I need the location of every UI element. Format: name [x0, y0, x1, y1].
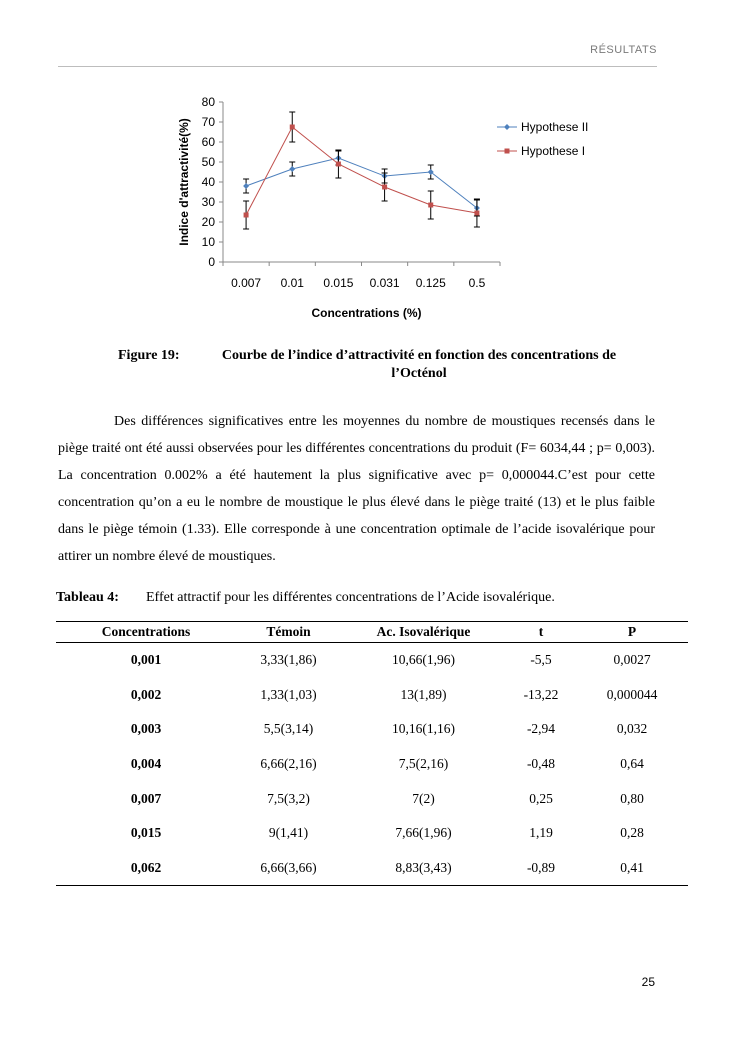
x-tick-label: 0.007	[231, 276, 262, 290]
legend-marker	[505, 149, 510, 154]
cell-temoin: 7,5(3,2)	[267, 790, 310, 806]
data-point	[382, 185, 387, 190]
y-tick-label: 60	[201, 135, 215, 149]
cell-p: 0,000044	[606, 686, 658, 702]
page-header	[58, 44, 657, 67]
header-temoin: Témoin	[236, 622, 341, 643]
cell-concentration: 0,015	[130, 825, 162, 841]
data-point	[336, 162, 341, 167]
cell-p: 0,032	[616, 721, 648, 737]
table-row	[56, 781, 688, 816]
cell-concentration: 0,003	[130, 721, 162, 737]
cell-p: 0,80	[620, 790, 644, 806]
cell-temoin: 5,5(3,14)	[263, 721, 314, 737]
header-concentrations: Concentrations	[56, 622, 236, 643]
table-row	[56, 747, 688, 782]
results-paragraph: Des différences significatives entre les moyennes du nombre de moustiques recensés dans le piège traité ont été aussi observées pour les différentes concentrations du produit (F= 6034,44 ; p= 0,003). La concentration 0.002% a été hautement la plus significative avec p= 0,000044.C’est pour cette concentration qu’on a eu le nombre de moustique le plus élevé dans le piège traité (13) et le plus faible dans le piège témoin (1.33). Elle corresponde à une concentration optimale de l’acide isovalérique pour attirer un nombre élevé de moustiques.	[58, 414, 655, 564]
figure-caption-text: Courbe de l’indice d’attractivité en fonction des concentrations de l’Octénol	[221, 348, 617, 381]
table-label: Tableau 4:	[56, 590, 119, 605]
cell-concentration: 0,004	[130, 756, 162, 772]
cell-p: 0,28	[620, 825, 644, 841]
data-point	[428, 203, 433, 208]
cell-concentration: 0,062	[56, 851, 236, 886]
table-row	[56, 816, 688, 851]
x-axis-title: Concentrations (%)	[311, 306, 422, 320]
x-tick-label: 0.01	[280, 276, 304, 290]
cell-concentration: 0,001	[130, 652, 162, 668]
data-point	[243, 183, 249, 189]
x-tick-label: 0.015	[323, 276, 354, 290]
cell-t: 1,19	[529, 825, 553, 841]
cell-concentration: 0,002	[130, 686, 162, 702]
cell-temoin: 6,66(2,16)	[260, 756, 317, 772]
cell-p: 0,64	[620, 756, 644, 772]
cell-t: -0,48	[526, 756, 556, 772]
table-header-row	[56, 622, 688, 643]
cell-t: -5,5	[530, 652, 552, 668]
cell-t: 0,25	[529, 790, 553, 806]
cell-ac-isovalerique: 8,83(3,43)	[341, 851, 506, 886]
figure-label: Figure 19:	[118, 348, 180, 363]
table-row	[56, 643, 688, 678]
y-axis-title: Indice d'attractivité(%)	[177, 118, 191, 246]
legend-label: Hypothese I	[521, 144, 586, 158]
cell-concentration: 0,007	[130, 790, 162, 806]
data-point	[290, 125, 295, 130]
header-t: t	[506, 622, 576, 643]
page-number: 25	[641, 975, 655, 989]
cell-temoin: 3,33(1,86)	[260, 652, 317, 668]
cell-t: -0,89	[506, 851, 576, 886]
cell-ac-isovalerique: 7,5(2,16)	[398, 756, 449, 772]
legend-label: Hypothese II	[521, 120, 589, 134]
cell-ac-isovalerique: 10,16(1,16)	[392, 721, 455, 737]
table-row	[56, 851, 688, 886]
header-ac-isovalerique: Ac. Isovalérique	[341, 622, 506, 643]
series-line-hypothese-ii	[246, 158, 477, 208]
cell-t: -13,22	[523, 686, 559, 702]
legend-marker	[504, 124, 510, 130]
data-point	[289, 166, 295, 172]
cell-temoin: 6,66(3,66)	[236, 851, 341, 886]
cell-t: -2,94	[526, 721, 556, 737]
table-caption	[56, 590, 555, 606]
cell-ac-isovalerique: 7,66(1,96)	[395, 825, 452, 841]
y-tick-label: 80	[201, 95, 215, 109]
series-line-hypothese-i	[246, 127, 477, 215]
cell-p: 0,0027	[613, 652, 651, 668]
y-tick-label: 0	[208, 255, 215, 269]
x-tick-label: 0.5	[468, 276, 486, 290]
cell-ac-isovalerique: 7(2)	[412, 790, 435, 806]
data-point	[474, 211, 479, 216]
cell-ac-isovalerique: 10,66(1,96)	[392, 652, 455, 668]
y-tick-label: 50	[201, 155, 215, 169]
table-row	[56, 712, 688, 747]
x-tick-label: 0.125	[415, 276, 446, 290]
cell-ac-isovalerique: 13(1,89)	[400, 686, 447, 702]
cell-p: 0,41	[576, 851, 688, 886]
table-row	[56, 678, 688, 713]
x-tick-label: 0.031	[369, 276, 400, 290]
cell-temoin: 1,33(1,03)	[260, 686, 317, 702]
section-title: RÉSULTATS	[590, 44, 657, 56]
y-tick-label: 20	[201, 215, 215, 229]
y-tick-label: 40	[201, 175, 215, 189]
header-p: P	[576, 622, 688, 643]
data-point	[244, 213, 249, 218]
y-tick-label: 30	[201, 195, 215, 209]
y-tick-label: 10	[201, 235, 215, 249]
attractivity-line-chart	[170, 90, 640, 330]
y-tick-label: 70	[201, 115, 215, 129]
table-caption-text: Effet attractif pour les différentes concentrations de l’Acide isovalérique.	[146, 590, 555, 605]
results-table	[56, 621, 688, 886]
cell-temoin: 9(1,41)	[268, 825, 309, 841]
